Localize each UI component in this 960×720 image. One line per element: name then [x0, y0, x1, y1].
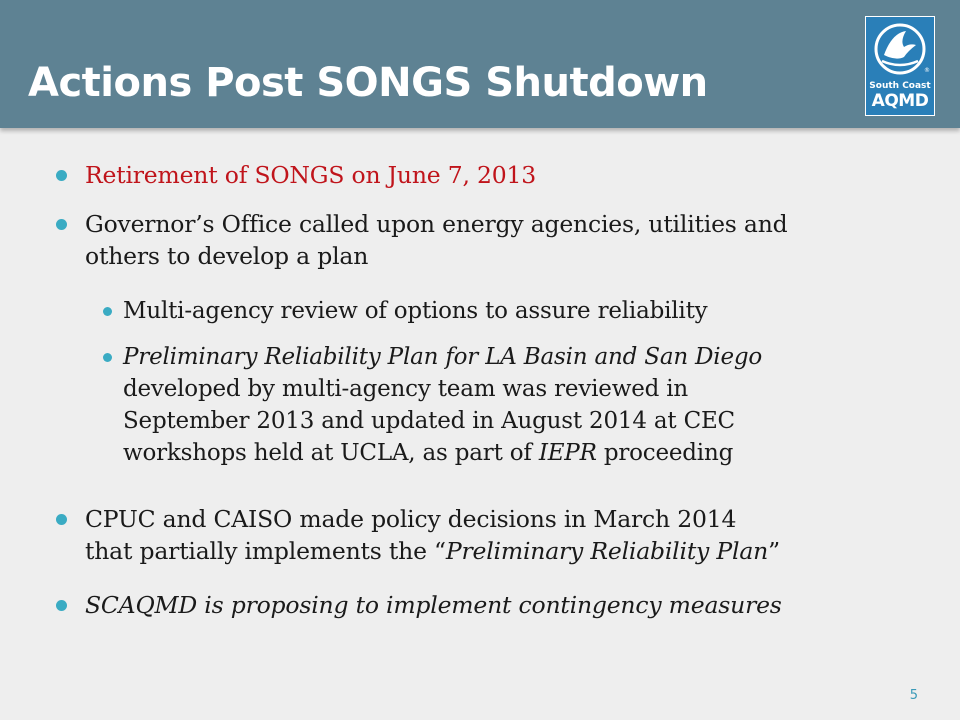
- bullet-line: CPUC and CAISO made policy decisions in March 2014: [85, 505, 737, 533]
- bullet-line: September 2013 and updated in August 2014 at CEC: [123, 408, 735, 434]
- text-run: workshops held at UCLA, as part of: [123, 440, 539, 466]
- bullet-line: Preliminary Reliability Plan for LA Basin and San Diego: [123, 344, 763, 370]
- sub-bullet-dot: [103, 307, 112, 316]
- bullet-line: developed by multi-agency team was reviewed in: [123, 376, 689, 402]
- logo-text-south-coast: South Coast: [869, 81, 931, 91]
- registered-mark: ®: [924, 67, 930, 74]
- bullet-retirement: Retirement of SONGS on June 7, 2013: [85, 161, 537, 189]
- bullet-dot: [56, 600, 67, 611]
- bullet-dot: [56, 170, 67, 181]
- text-run: proceeding: [596, 440, 734, 466]
- sub-bullet-multi-agency-review: Multi-agency review of options to assure reliability: [123, 298, 708, 324]
- slide-title: Actions Post SONGS Shutdown: [28, 60, 708, 106]
- bullet-line: Governor’s Office called upon energy agencies, utilities and: [85, 210, 788, 238]
- text-run-italic: IEPR: [538, 440, 597, 466]
- sub-bullet-dot: [103, 353, 112, 362]
- page-number: 5: [909, 688, 918, 703]
- bullet-line: [85, 535, 915, 567]
- logo-text-aqmd: AQMD: [871, 91, 929, 111]
- text-run-italic: Preliminary Reliability Plan: [445, 537, 769, 565]
- bullet-line: others to develop a plan: [85, 242, 369, 270]
- text-run: that partially implements the “: [85, 537, 446, 565]
- bullet-dot: [56, 514, 67, 525]
- sub-bullet-preliminary-plan: [123, 341, 923, 469]
- bullet-cpuc-caiso: [85, 503, 915, 567]
- bullet-scaqmd: SCAQMD is proposing to implement contingency measures: [85, 591, 782, 619]
- text-run: ”: [768, 537, 780, 565]
- bullet-line: [123, 437, 923, 469]
- bullet-dot: [56, 219, 67, 230]
- bullet-governors-office: [85, 208, 915, 272]
